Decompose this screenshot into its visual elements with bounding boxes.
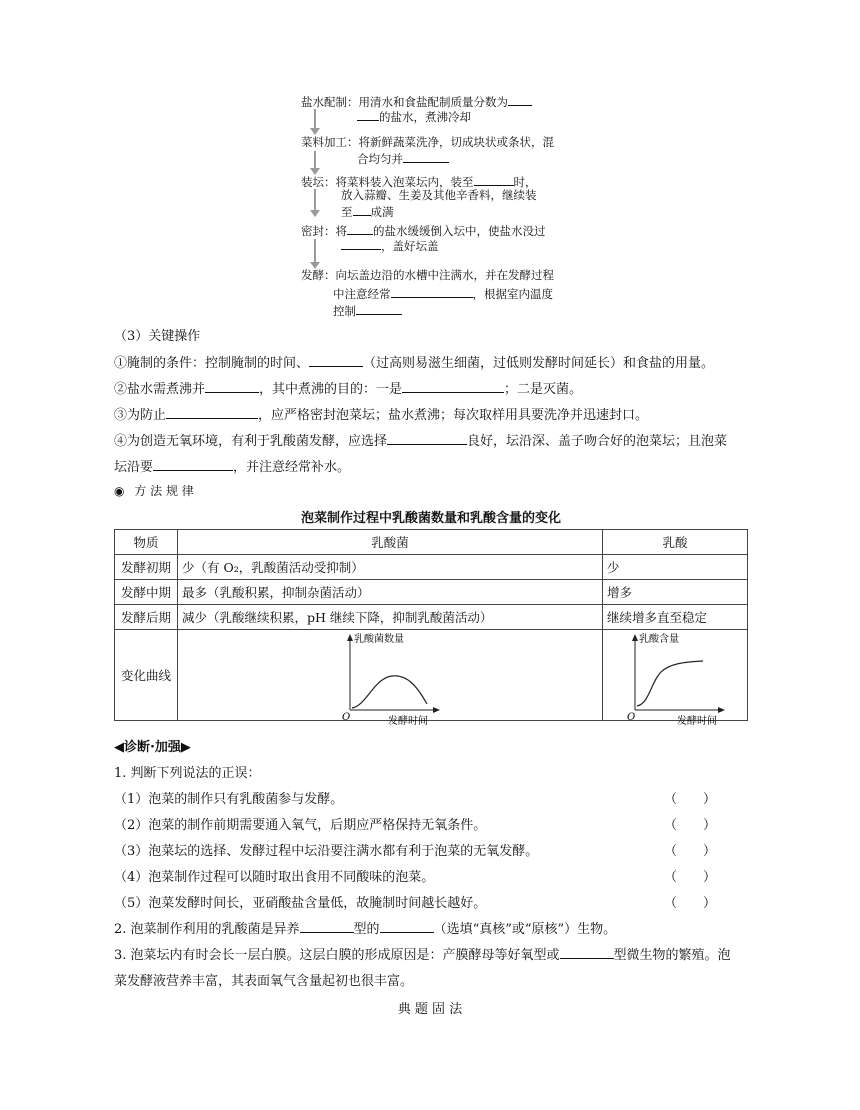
x-axis-label: 发酵时间 [388,716,428,727]
answer-blank [391,285,473,298]
flow-step-head: 密封： [301,224,336,238]
answer-blank [380,920,434,933]
answer-blank [357,108,379,121]
flow-step-jar: 装坛：将菜料装入泡菜坛内，装至 时， [301,175,537,189]
table-header-cell: 乳酸 [603,530,748,555]
y-axis-arrow-icon [347,634,353,641]
answer-blank [166,406,258,419]
judge-item: （1）泡菜的制作只有乳酸菌参与发酵。 [114,792,344,807]
origin-label: O [342,712,351,723]
flow-step-head: 装坛： [301,175,336,189]
judge-item: （2）泡菜的制作前期需要通入氧气，后期应严格保持无氧条件。 [114,818,487,833]
bacteria-curve-graph [178,630,602,727]
flow-step-head: 盐水配制： [301,95,359,109]
table-cell: 减少（乳酸继续积累，pH 继续下降，抑制乳酸菌活动） [178,605,603,630]
table-row [115,580,748,605]
flow-step-seal: 密封：将 的盐水缓缓倒入坛中，使盐水没过 [301,224,546,238]
y-axis-label: 乳酸菌数量 [354,634,404,645]
answer-blank [560,946,614,959]
answer-blank [341,237,381,250]
acid-curve [637,661,703,706]
table-title: 泡菜制作过程中乳酸菌数量和乳酸含量的变化 [300,511,561,526]
y-axis-arrow-icon [632,634,638,641]
answer-parens: （ ） [664,896,717,911]
answer-blank [205,380,259,393]
table-row [115,605,748,630]
judge-item: （5）泡菜发酵时间长，亚硝酸盐含量低，故腌制时间越长越好。 [114,896,487,911]
bullet-circle-icon: ◉ [114,484,125,498]
answer-parens: （ ） [664,844,717,859]
key-op-2: ②盐水需煮沸并 ，其中煮沸的目的：一是 ；二是灭菌。 [114,382,583,397]
table-cell: 发酵初期 [115,555,178,580]
table-cell: 增多 [603,580,748,605]
flow-step-ferment: 发酵：向坛盖边沿的水槽中注满水，并在发酵过程 [301,268,554,282]
table-row [115,555,748,580]
table-cell: 发酵后期 [115,605,178,630]
table-cell: 变化曲线 [115,630,178,721]
key-op-4: ④为创造无氧环境，有利于乳酸菌发酵，应选择 良好，坛沿深、盖子吻合好的泡菜坛；且泡菜 [114,434,728,449]
footer-section-title: 典 题 固 法 [397,1002,463,1017]
answer-blank [403,150,449,163]
answer-blank [353,203,371,216]
method-label: 方 法 规 律 [134,484,194,498]
answer-blank [508,93,532,106]
answer-parens: （ ） [664,792,717,807]
judge-item: （4）泡菜制作过程可以随时取出食用不同酸味的泡菜。 [114,870,435,885]
question-1: 1. 判断下列说法的正误： [114,766,261,781]
flow-step-vegetable: 菜料加工：将新鲜蔬菜洗净，切成块状或条状，混 [301,135,554,149]
comparison-table [114,529,748,727]
flow-step-head: 发酵： [301,268,336,282]
table-cell: 最多（乳酸积累，抑制杂菌活动） [178,580,603,605]
y-axis-label: 乳酸含量 [639,634,679,645]
answer-blank [153,458,233,471]
answer-blank [387,432,467,445]
acid-curve-cell [603,630,748,727]
answer-blank [474,173,514,186]
answer-blank [356,302,402,315]
bacteria-curve-cell [178,630,603,727]
answer-blank [402,380,504,393]
acid-curve-graph [603,630,747,727]
x-axis-label: 发酵时间 [677,716,717,727]
flow-step-brine: 盐水配制：用清水和食盐配制质量分数为 [301,93,532,110]
flow-arrow-down-icon [314,109,316,129]
table-cell: 继续增多直至稳定 [603,605,748,630]
method-heading [114,482,194,499]
flow-step-head: 菜料加工： [301,135,359,149]
origin-label: O [627,712,636,723]
x-axis-arrow-icon [718,707,725,713]
flow-arrow-down-icon [314,189,316,211]
table-cell: 少（有 O₂，乳酸菌活动受抑制） [178,555,603,580]
judge-item: （3）泡菜坛的选择、发酵过程中坛沿要注满水都有利于泡菜的无氧发酵。 [114,844,539,859]
key-ops-heading: （3）关键操作 [114,329,201,344]
key-op-3: ③为防止 ，应严格密封泡菜坛；盐水煮沸；每次取样用具要洗净并迅速封口。 [114,408,649,423]
table-row-curves [115,630,748,721]
x-axis-arrow-icon [433,707,440,713]
answer-parens: （ ） [664,818,717,833]
flow-arrow-down-icon [314,239,316,263]
question-3: 3. 泡菜坛内有时会长一层白膜。这层白膜的形成原因是：产膜酵母等好氧型或 型微生物的繁殖。泡 [114,948,731,963]
answer-blank [347,222,373,235]
question-2: 2. 泡菜制作利用的乳酸菌是异养 型的 （选填“真核”或“原核”）生物。 [114,922,617,937]
key-op-1: ①腌制的条件：控制腌制的时间、 （过高则易滋生细菌，过低则发酵时间延长）和食盐的用量。 [114,356,715,371]
answer-blank [300,920,354,933]
flow-arrow-down-icon [314,151,316,169]
answer-parens: （ ） [664,870,717,885]
table-cell: 发酵中期 [115,580,178,605]
table-header-row [115,530,748,555]
diagnose-heading: ◀诊断·加强▶ [114,740,191,755]
answer-blank [309,354,363,367]
table-cell: 少 [603,555,748,580]
table-header-cell: 物质 [115,530,178,555]
table-header-cell: 乳酸菌 [178,530,603,555]
bacteria-curve [352,676,427,708]
